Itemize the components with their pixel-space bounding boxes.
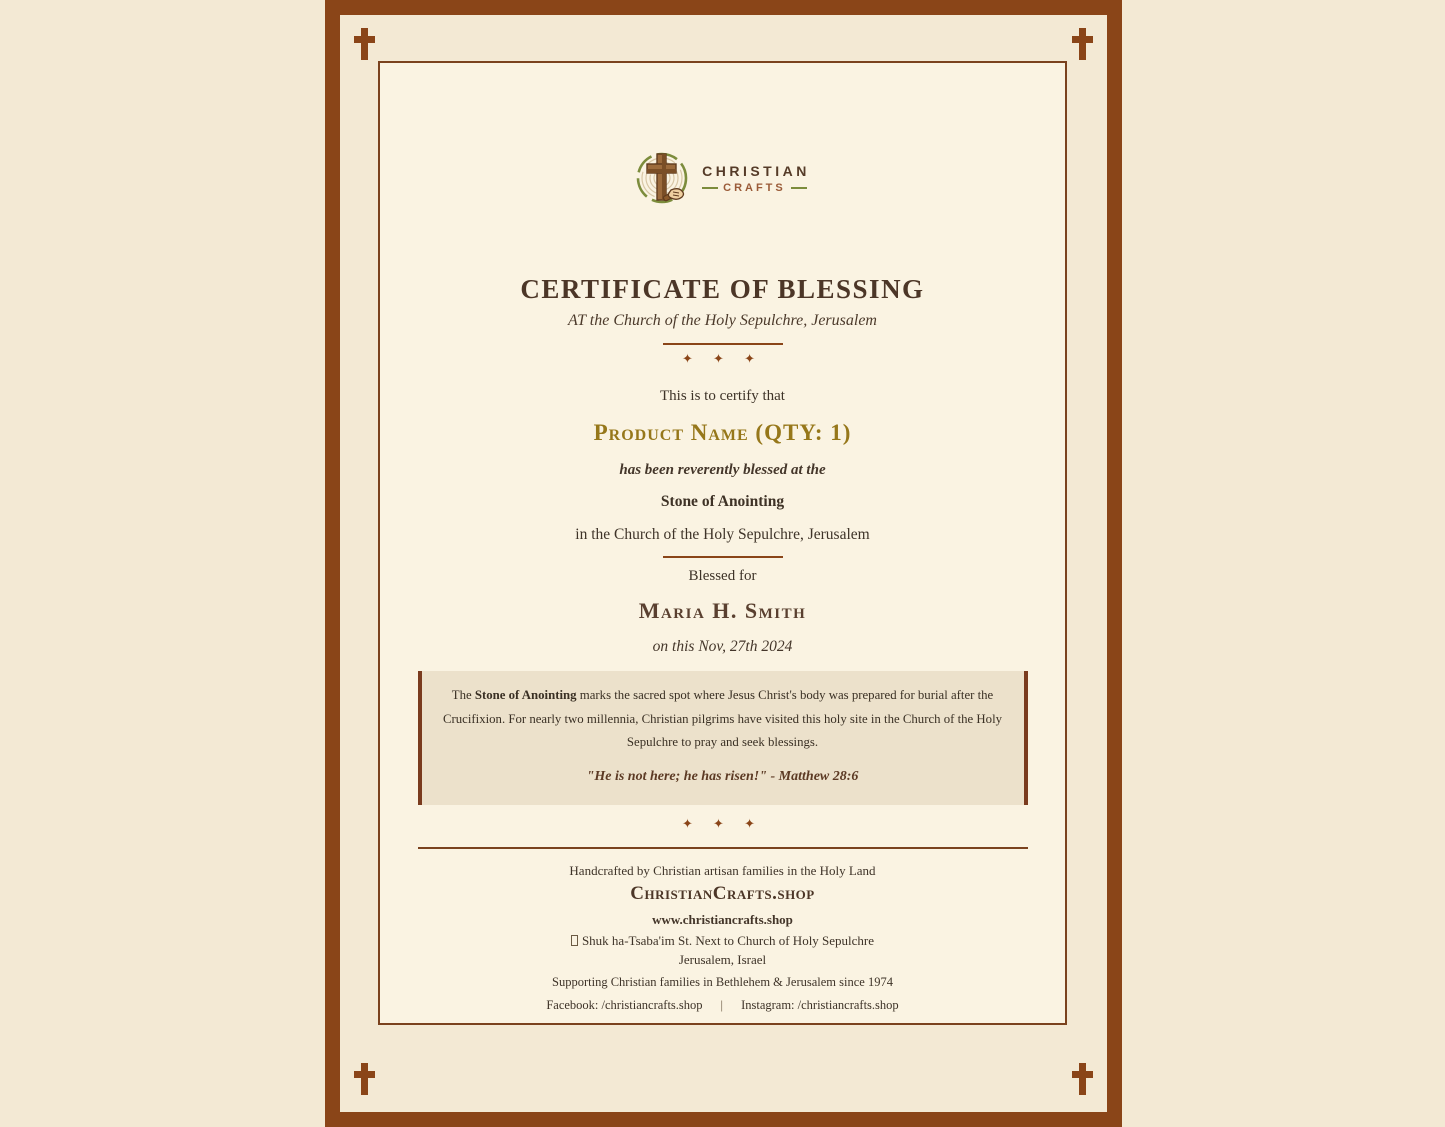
- brand-name-top: CHRISTIAN: [702, 162, 810, 179]
- outer-frame: [325, 0, 1122, 1127]
- supporting-line: Supporting Christian families in Bethlehem & Jerusalem since 1974: [552, 974, 893, 989]
- cross-icon: [1072, 1063, 1093, 1095]
- diamond-ornament: ✦ ✦ ✦: [682, 352, 763, 367]
- cross-icon: [354, 1063, 375, 1095]
- brand-logo: [380, 148, 1065, 208]
- footer-divider: [418, 847, 1028, 849]
- divider: [663, 556, 783, 558]
- facebook-handle: Facebook: /christiancrafts.shop: [546, 997, 703, 1012]
- logo-dash-right: [791, 187, 807, 189]
- shop-address: [380, 932, 1065, 970]
- cross-icon: [354, 28, 375, 60]
- brand-logo-text: [702, 163, 810, 194]
- logo-dash-left: [702, 187, 718, 189]
- info-box-body: The Stone of Anointing marks the sacred spot where Jesus Christ's body was prepared for burial after the Crucifixion. For nearly two millennia, Christian pilgrims have visited this holy site in the Church of the Holy Sepulchre to pray and seek blessings.: [442, 688, 1003, 750]
- info-box-body-bold: Stone of Anointing: [474, 688, 577, 702]
- recipient-name: Maria H. Smith: [638, 598, 807, 623]
- certificate: [378, 61, 1067, 1025]
- blessed-line: has been reverently blessed at the: [619, 462, 826, 478]
- social-links: [380, 998, 1065, 1013]
- shop-brand: ChristianCrafts.shop: [630, 882, 815, 904]
- website-url: www.christiancrafts.shop: [652, 911, 793, 927]
- cross-carving-logo-icon: [635, 148, 693, 208]
- address-line1: Shuk ha-Tsaba'im St. Next to Church of Holy Sepulchre: [581, 932, 875, 948]
- handcrafted-line: Handcrafted by Christian artisan families in the Holy Land: [569, 862, 876, 878]
- blessing-date: on this Nov, 27th 2024: [652, 638, 793, 655]
- cross-icon: [1072, 28, 1093, 60]
- location-name: Stone of Anointing: [660, 493, 785, 510]
- location-detail: in the Church of the Holy Sepulchre, Jerusalem: [575, 526, 870, 543]
- missing-glyph-icon: [571, 935, 578, 946]
- stone-of-anointing-info-box: [418, 671, 1028, 805]
- brand-name-bottom: CRAFTS: [723, 181, 786, 194]
- social-separator: |: [720, 997, 724, 1012]
- instagram-handle: Instagram: /christiancrafts.shop: [741, 997, 899, 1012]
- blessed-for-label: Blessed for: [688, 568, 757, 584]
- product-name: Product Name (QTY: 1): [593, 420, 852, 445]
- scripture-quote: "He is not here; he has risen!" - Matthew 28:6: [586, 769, 859, 785]
- address-line2: Jerusalem, Israel: [678, 951, 767, 967]
- certificate-title: CERTIFICATE OF BLESSING: [520, 274, 925, 304]
- diamond-ornament: ✦ ✦ ✦: [682, 816, 763, 832]
- certificate-subtitle: AT the Church of the Holy Sepulchre, Jerusalem: [568, 312, 877, 329]
- certify-line: This is to certify that: [660, 388, 785, 404]
- divider: [663, 343, 783, 345]
